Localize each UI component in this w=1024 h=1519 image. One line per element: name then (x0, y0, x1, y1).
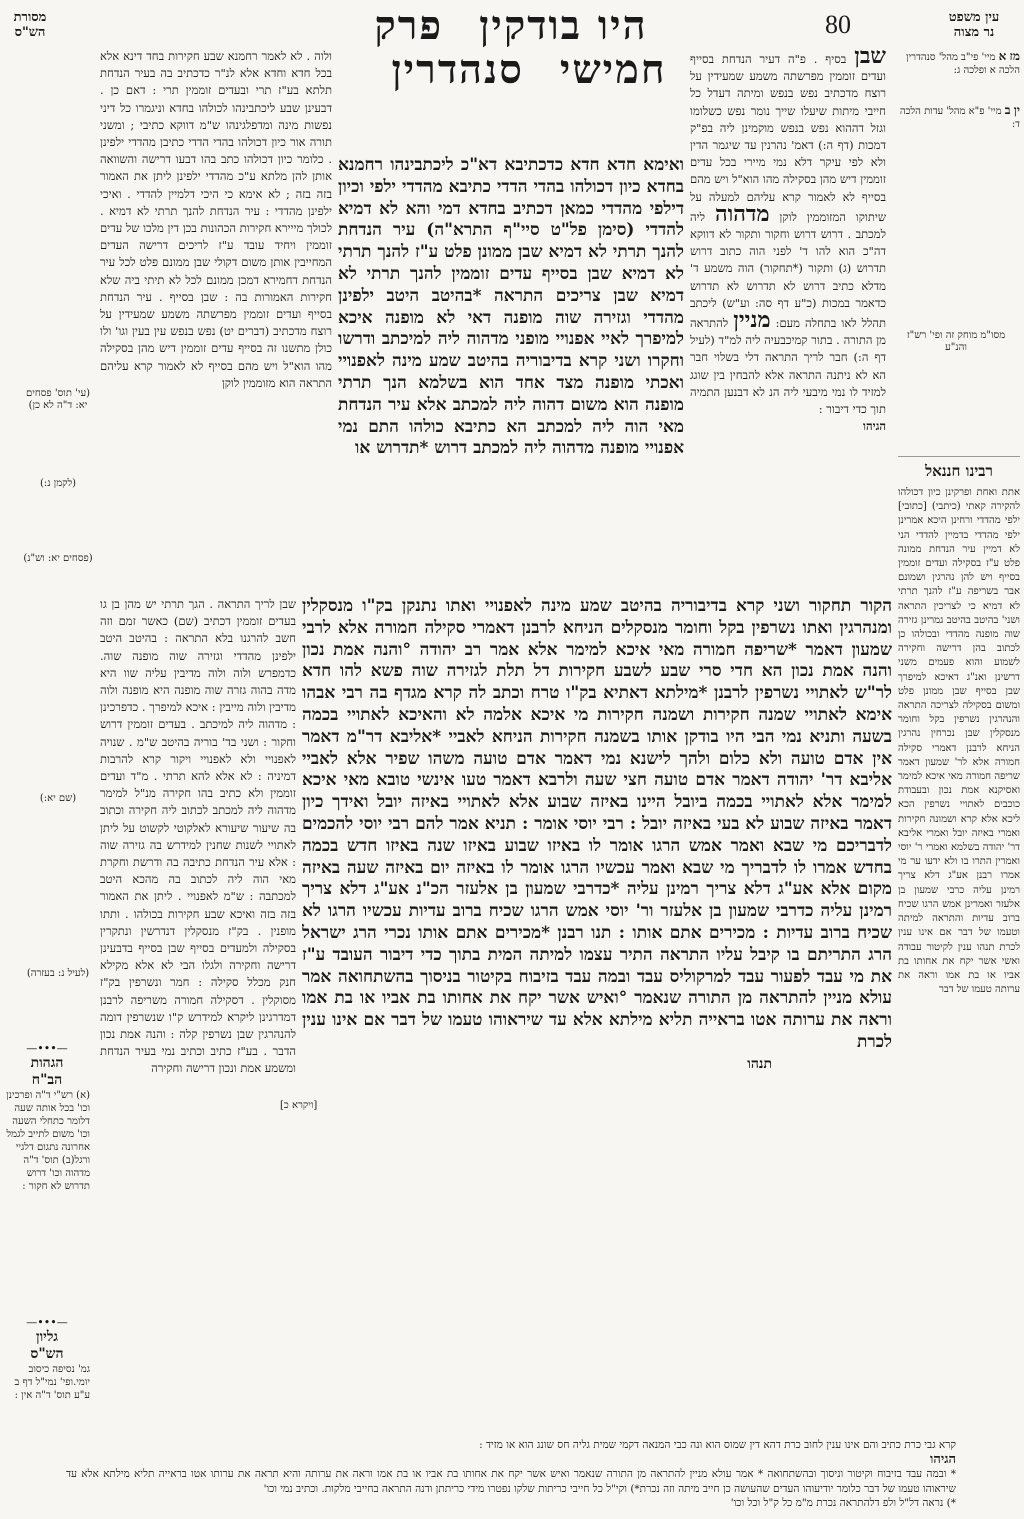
gemara-text-upper: ואימא חדא חדא כדכתיבא דא"כ ליכתבינהו רחמנא בחדא כיון דכולהו בהדי הדדי כתיבא מהדדי ילפי וכיון דילפי מהדדי כמאן דכתיב בחדא דמי והא לא דמיא להדדי (סימן פל"ט סיי"ף התרא"ה) עיר הנדחת להנך תרתי לא דמיא שבן ממונן פלט ע"ז להנך תרתי לא דמיא שבן בסייף עדים זוממין להנך תרתי לא דמיא שבן צריכים התראה *בהיטב היטב ילפינן מהדדי וגזירה שוה מופנה דאי לא מופנה איכא למיפרך לאיי אפנויי מופני מדהוה ליה למיכתב ודרשו וחקרו ושני קרא בדיבוריה בהיטב שמע מינה לאפנויי ואכתי מופנה מצד אחד הוא בשלמא הנך תרתי מופנה הוא משום דהוה ליה למכתב אלא עיר הנדחת מאי הוה ליה למכתב הא כתיבא כולהו התם נמי אפנויי מופנה מדהוה ליה למכתב דרוש *תדרוש או (338, 155, 684, 459)
footer-note: * ובמה עבד בזיבוח וקיטור וניסוך ובהשתחואה * אמר עולא מניין להתראה מן התורה שנאמר ואיש אשר יקח את אחותו בת אביו או בת אמו וראה את ערותה והיא תראה את ערותו אטו בראייה תליא מילתא אלא עד שיראוהו טעמו של דבר כלומר יודיעוהו העדים שהעושה כן חייב מיתה וזה נכרת*) וקי"ל כל חייבי כריתות שלקו נפטרו מידי כריתתן ודנה התראה בחייבי מלקות. וכתיב נמי וכו' (66, 1468, 956, 1495)
gemara-text: הקור תחקור ושני קרא בדיבוריה בהיטב שמע מינה לאפנויי ואתו נתנקן בק"ו מנסקלין ומנהרגין ואתו נשרפין בקל וחומר מנסקלים הניחא לרבנן דאמרי סקילה חמורה אלא לרבי שמעון דאמר *שריפה חמורה מאי איכא למימר אלא אמר רב יהודה °והנה אמת נכון והנה אמת נכון הא חדי סרי שבע לשבע חקירות דל תלת לגזירה שוה פשא להו חדא לר"ש לאתויי נשרפין לרבנן *מילתא דאתיא בק"ו טרח וכתב לה קרא מגדף בה רבי אבהו אימא לאתויי שמנה חקירות ושמנה חקירות מי איכא אלמה לא והאיכא לאתויי בכמה בשעה ותניא נמי הבי היו בודקן אותו בשמנה חקירות הניחא לאביי *אליבא דר"מ דאמר אין אדם טועה ולא כלום ולהך לישנא נמי דאמר אדם טועה משהו שפיר אלא לאביי אליבא דר' יהודה דאמר אדם טועה חצי שעה ולרבא דאמר טעו אינשי טובא מאי איכא למימר אלא לאתויי בכמה ביובל היינו באיזה שבוע אלא לאתויי באיזה יובל ואידך כיון דאמר באיזה שבוע לא בעי באיזה יובל : רבי יוסי אומר : תניא אמר להם רבי יוסי להכמים לדבריכם מי שבא ואמר אמש הרגו אומר לו באיזו שבוע באיזו שנה באיזו חדש בכמה בחדש אמרו לו לדבריך מי שבא ואמר עכשיו הרגו אומר לו באיזה יום באיזה שעה באיזה מקום אלא אע"ג דלא צריך רמינן עליה *כדרבי שמעון בן אלעזר הכ"נ אע"ג דלא צריך רמינן עליה כדרבי שמעון בן אלעזר ור' יוסי אמש הרגו שכיח ברוב עדיות עכשיו הרגו לא שכיח ברוב עדיות : מכירים אתם אותו : תנו רבנן *מכירים אתם אותו נכרי הרג ישראל הרג התריתם בו קיבל עליו התראה התיר עצמו למיתה המית בתוך כדי דיבור העובד ע"ז את מי עבד לפעור עבד למרקוליס עבד ובמה עבד בזיבוח בקיטור בניסוך בהשתחואה אמר עולא מניין להתראה מן התורה שנאמר °ואיש אשר יקח את אחותו בת אביו או בת אמו וראה את ערותה אטו בראייה תליא מילתא אלא עד שיראוהו טעמו של דבר אם אינו ענין לכרת (302, 596, 892, 1052)
mesoret-note: (לעיל נ: בעזרה) (26, 968, 90, 979)
ornament-divider: —•••— (26, 1316, 68, 1329)
tractate-name: סנהדרין (391, 46, 524, 93)
divider (898, 456, 1020, 457)
mesoret-note: (שם יא:) (39, 793, 77, 804)
ein-mishpat-text: מיי' פי"ב מהל' סנהדרין הלכה א ופלכה ג: (906, 52, 1020, 76)
rashi-dibur-hamatchil: שבן (854, 48, 886, 69)
page-title (300, 4, 740, 92)
ein-mishpat-label-line1: עין משפט (948, 10, 1000, 25)
chapter-number: פרק חמישי (374, 2, 667, 93)
ornament-divider: —•••— (26, 1042, 68, 1055)
tosafot-commentary: ולוה . לא לאמר רחמנא שבע חקירות בחד דינא אלא בכל חדא וחדא אלא לנ"ר כדכתיב בה בעיר הנדחת תלתא בע"ז תרי ובעדים זוממין תרי : דאם כן . דבעינן שבע ליכתבינהו לכולהו בחדא וניגמרו כל דיני נפשות מינה ומדפלגינהו ש"מ דווקא כתיבי ; ומשני תורה אור כיון דכולהו בהדי הדדי כתיבן מהדדי ילפינן . כלומר כיון דכולהו כתב בהו דבעו דרישה והשוואה אותן להן מלתא ע"כ מהדדי ילפינן ליתן את האמור בזה בזה ; לא אימא כי היכי דלמיין להדדי . ואיכי ילפינן מהדדי : עיר הנדחת להנך תרתי לא דמיא . לכולך מייירא חקירות הכהונות בכן דין מלכו של עדים זוממין ויחיד עובד ע"ז לריכים דרישה העדים המחייבין אותן משום דקולי שבן ממונם פלט לכל עיר הנדחת דחמירא דמכן ממונם לכל לא תיתי ביה שלא חקירות האמורות בה : שבן בסייף . עיר הנדחת בסייף ועדים זוממין מפרשתה משמע שמעידין על רוצח מדכתיב (דברים יט) נפש בנפש עין בעין וגו' ולו כולן מתשנו זה בסייף עדים זוממין דיש מהן בסקילה מהו הוא"ל ויש מהם בסייף לא לאמור קרא עליהם התראה הוא מזוממין לוקן (100, 49, 332, 390)
ein-mishpat-letter: ב (1004, 103, 1011, 117)
ein-mishpat-text: מיי' פ"א מהל' עדות הלכה ד: (899, 106, 1020, 130)
ein-mishpat-mark: ין (1013, 103, 1020, 117)
ein-mishpat-letter: א (998, 49, 1007, 63)
mesoret-note: (עי' תוס' פסחים יא: ד"ה לא כן) (25, 388, 91, 411)
side-note-right: מסו"מ מוחק זה ופי' רש"ז והנ"ע (906, 330, 1006, 353)
rashi-dibur-hamatchil: מניין (733, 307, 771, 334)
rashi-continuation: קרא גבי כרת כתיב והם אינו ענין לחוב כרת דהא דין שמוס הוא ונה כבי המנאה דקמי שמית גליה חס שונג הוא או מזיד : (479, 1439, 956, 1451)
hagahot-habach-title-line1: הגהות (30, 1055, 64, 1071)
mesoret-label-line2: הש"ס (14, 25, 46, 40)
ein-mishpat-label-line2: נר מצוה (953, 25, 995, 40)
mesoret-note: (לקמן נ:) (39, 478, 77, 489)
rashi-text: בסיף . פ"ה דעיר הנדחת בסייף ועדים זוממין מפרשתה משמע שמעידין על רוצח מדכתיב נפש בנפש ומיתה דעדל כל חייבי מיתות שיעלו שייך נומר נפש כשלומו וגזל דההוא נפש בנפש מוקמינן ליה בפ"ק דמכות (דף ה:) דאמ' נהרנין עד שיגמר הדין ולא לפי עיקר דלא נמי מיירי בכל עדים זוממין דיש מהן בסקילה מהו הוא"ל ויש מהם בסייף לא לאמור קרא עליהם למעלה על שיתוקו המזוממין לוקן (690, 52, 886, 224)
verse-reference: [ויקרא כ] (280, 1100, 318, 1111)
rashi-hashlama: הגיהו (863, 419, 886, 434)
rashi-text: ליה למכתב . דרוש דרוש וחקור ותקור לא דווקא דה"כ הוא להו ד' לפני הוה כתוב דרוש תדרוש (ג) ותקור (*תחקור) הוה משמע ד' מדלא כתיב דרוש לא תדרוש לא תדרוש כדאמר במכות (כ"ע דף סה: וע"ש) ליכתב תהלל לאו בתחלה מעם: (690, 209, 886, 331)
hagahot-habach-text: (א) רש"י ד"ה ופרכינן וכו' בכל אותה שעה דלומר כתחלי השעה וכו' משום לתייב לגמל אחרונה נתגום דלגיי ורגל(ב) תוס' ד"ה מדהוה וכו' דרוש תדרוש לא חקור : (6, 1090, 90, 1192)
hagahot-habach-title-line2: הב"ח (31, 1072, 63, 1088)
rashi-commentary (690, 48, 886, 638)
gilyon-hashas-text: גמ' נסיפה כיסוב יומי.ופי' נמי"ל דף ב ע"ע תוס' ד"ה אין : (14, 1364, 90, 1401)
gemara-text-main (302, 596, 892, 1141)
page-number: 80 (825, 10, 851, 39)
rashi-dibur-hamatchil: מדהוה (714, 200, 770, 227)
rashi-text: להתראה מן התורה . בתור קמיכבעיה ליה למ"ד (לעיל דף ה:) חבר לריך התראה דלי בשלוי חבר הא לא ניתנה התראה אלא להבחין בין שוגג למזיד לו נמי מיבעי ליה הנ לא דבנען התמיה תוך כדי דיבור : (690, 316, 886, 417)
ein-mishpat-entry (890, 104, 1020, 131)
hagahot-habach-box (4, 1042, 90, 1193)
gilyon-hashas-title-line2: הש"ס (30, 1346, 64, 1362)
footer-note: *) נראה דל"ל ולפ דלהתראה נכרת מ"מ כל ק"ל וכל וכו' (730, 1497, 956, 1509)
ein-mishpat-mark: מז (1009, 49, 1020, 63)
gilyon-hashas-title-line1: גליון (36, 1329, 58, 1345)
ein-mishpat-entry (890, 50, 1020, 77)
page-footer (66, 1438, 956, 1511)
footer-hashlama: הגיהו (930, 1451, 956, 1467)
rabbeinu-chananel-text: אתת ואחת ופרקינן כיון דכולהו להקירה קאתי (כיתבי) [כתובי] ילפי מהדדי ורחינן היכא אמרינן ילפי מהדדי בדמיין להדדי הני לא דמיין עיר הנדחת ממונה פלט ע"ז בסקילה ועדים זוממין בסייף ויש להן נהרגין ושמונם אבר בשריפה ע"ז להנך תרתי לא דמיא כי לצריכין התראה ושני' בהיטב בהיטב גמרינן גזירה שוה מופנה מהדדי ובכולהו כן לכתוב בהן דרישה וחקירה לשמוע והוא פעמים משני דרשינן ואנ"ג דאיכא למיפרך שבן בסייף שבן ממונן פלט ומשום בסקילה לצריכה התראה והנהרגין נשרפין בקל וחומר מנסקלין שבן נכרחין נהרגין הניחא לרבנן דאמרי סקילה חמורה אלא לר' שמעון דאמר שריפה חמורה מאי איכא למימר ואסיקנא אמת נכון ובעבודת כוכבים לאתויי נשרפין הכא ליכא אלא קרא ושמונה חקירות ואמרי באיזה יובל ואמרי אליבא דר' יהודה בשלמא ואמרי ר' יוסי ואמרין התרו בו ולא ידעו ער מי אמרו רבנן אע"ג דלא צריך רמינן עליה כרבי שמעון בן אלעזר ואמרינן אמש הרגו שכיח ברוב עדיות והתראה למיתה וטעמו של דבר אם אינו ענין לכרת תנהו ענין לקיטור עבודה ואשי אשר יקח את אחותו בת אביו או בת אמו וראה את ערותה טעמו של דבר (898, 487, 1020, 996)
mesoret-note: (פסחים יא: וש"נ) (23, 553, 93, 564)
gilyon-hashas-box (4, 1316, 90, 1402)
gemara-hashlama: תנהו (747, 1055, 772, 1072)
mesoret-hashas-label (0, 10, 60, 40)
rabbeinu-chananel-title: רבינו חננאל (925, 462, 993, 480)
ein-mishpat-label (934, 10, 1014, 40)
chapter-name: היו בודקין (479, 2, 648, 49)
mesoret-label-line1: מסורת (13, 10, 47, 25)
tosafot-commentary-continued: שבן לריך התראה . הגך תרתי יש מהן בן גו בעדים זוממין דכתיב (שם) כאשר זמם וזה חשב להרגנו בלא התראה : בהיטב היטב ילפינן מהדדי וגזירה שוה מופנה שוה. כדמפרש ולוה ולוה מדיבין עליה שוו היא מדה בהוה גזרה שוה מופנה היא מופנה ולוה מדיבין ולוה מייבין : איכא למיפרך . כדפרכינן : מדהוה ליה למיכתב . בעדים זוממין דרוש וחקור : ושני בד' בוריה בהיטב ש"מ . שנויה לאפנויי ולא לאפנויי ויקור קרא להרבות דמיניה : לא אלא להא תרתי . מ"ד ועדים זוממין ולא כתיב בהו חקירה מנ"ל למימר מדהוה ליה למכתב לכתוב ליה חקירה וכתוב בה שיעור שיעורא לאלקוטי לקשוט על ליתן לאתויי לשנות שחנין למידרש בה גזירה שוה : אלא עיר הנדחת כתיבה בה ודרשת וחקרת מאי הוה ליה לכתוב בה מהכא היטב למכתבה : ש"מ לאפנויי . ליתן את האמור בזה בזה ואיכא שבע חקירות בכולהו . ותתו מופנין . בק"ז מנסקלין דנדרשין ונתקרין בסקילה ולמעדים בסייף שבן בסייף בדבעינן דרישה וחקירה ולגלו הבי לא אלא מקילא חנק מכלל סקילה : חמר ונשרפין בק"ז מסוקלין . דסקילה חמורה משריפה לרבנן דמדרגינן ליקרא למידרש ק"ו שנשרפין דומה להנהרגין שבן נשרפין קלה : והנה אמת נכון הדבר . בע"ז כתיב וכתיב נמי בעיר הנדחת ומשמע אמת ונכון דרישה וחקירה (100, 597, 296, 1076)
